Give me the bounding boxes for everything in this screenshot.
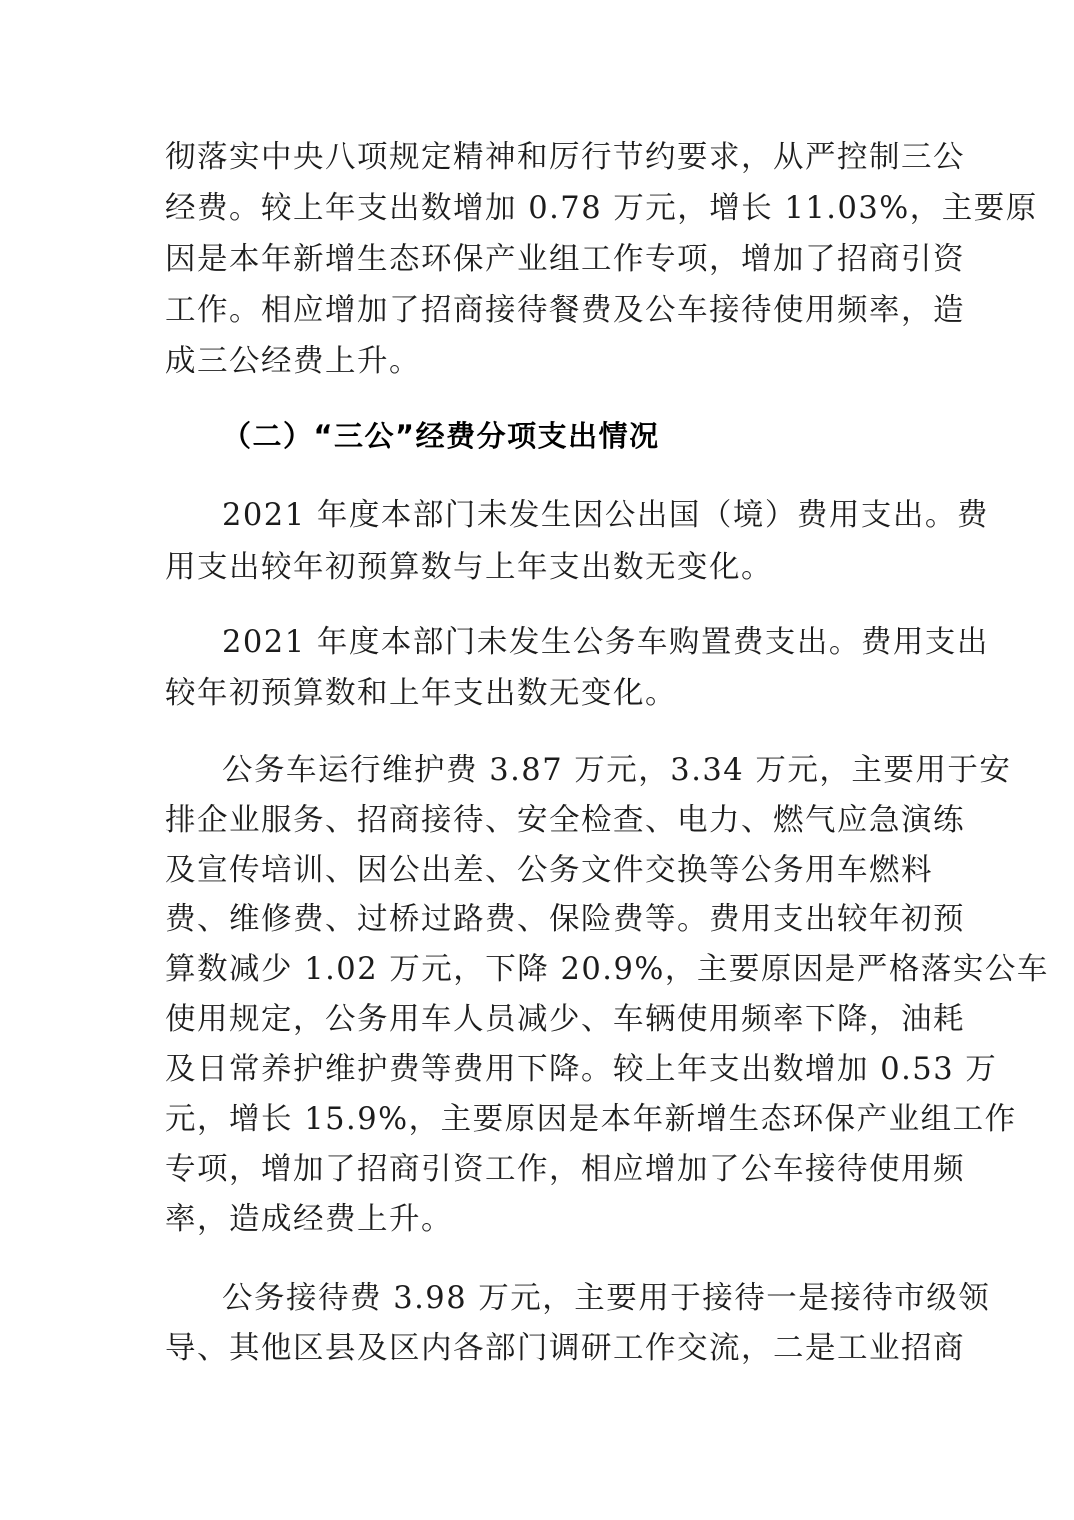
text-line: 元，增长 15.9%，主要原因是本年新增生态环保产业组工作 <box>165 1102 1017 1137</box>
text-line: 专项，增加了招商引资工作，相应增加了公车接待使用频 <box>165 1152 965 1187</box>
text-line: 较年初预算数和上年支出数无变化。 <box>165 676 677 711</box>
text-line: 及日常养护维护费等费用下降。较上年支出数增加 0.53 万 <box>165 1052 998 1087</box>
text-line: 使用规定，公务用车人员减少、车辆使用频率下降，油耗 <box>165 1002 965 1037</box>
text-line: 工作。相应增加了招商接待餐费及公车接待使用频率，造 <box>165 293 965 328</box>
text-line: 公务车运行维护费 3.87 万元，3.34 万元，主要用于安 <box>222 753 1012 788</box>
text-line: 用支出较年初预算数与上年支出数无变化。 <box>165 550 773 585</box>
text-line: 导、其他区县及区内各部门调研工作交流，二是工业招商 <box>165 1331 965 1366</box>
text-line: 算数减少 1.02 万元，下降 20.9%，主要原因是严格落实公车 <box>165 952 1049 987</box>
text-line: 率，造成经费上升。 <box>165 1202 453 1237</box>
text-line: 公务接待费 3.98 万元，主要用于接待一是接待市级领 <box>222 1281 991 1316</box>
text-line: 排企业服务、招商接待、安全检查、电力、燃气应急演练 <box>165 803 965 838</box>
text-line: 经费。较上年支出数增加 0.78 万元，增长 11.03%，主要原 <box>165 191 1038 226</box>
text-line: 彻落实中央八项规定精神和厉行节约要求，从严控制三公 <box>165 140 965 175</box>
text-line: 成三公经费上升。 <box>165 344 421 379</box>
text-line: 及宣传培训、因公出差、公务文件交换等公务用车燃料 <box>165 853 933 888</box>
text-line: 因是本年新增生态环保产业组工作专项，增加了招商引资 <box>165 242 965 277</box>
text-line: 2021 年度本部门未发生因公出国（境）费用支出。费 <box>222 498 989 533</box>
text-line: 费、维修费、过桥过路费、保险费等。费用支出较年初预 <box>165 902 965 937</box>
section-heading: （二）“三公”经费分项支出情况 <box>222 419 660 453</box>
text-line: 2021 年度本部门未发生公务车购置费支出。费用支出 <box>222 625 989 660</box>
